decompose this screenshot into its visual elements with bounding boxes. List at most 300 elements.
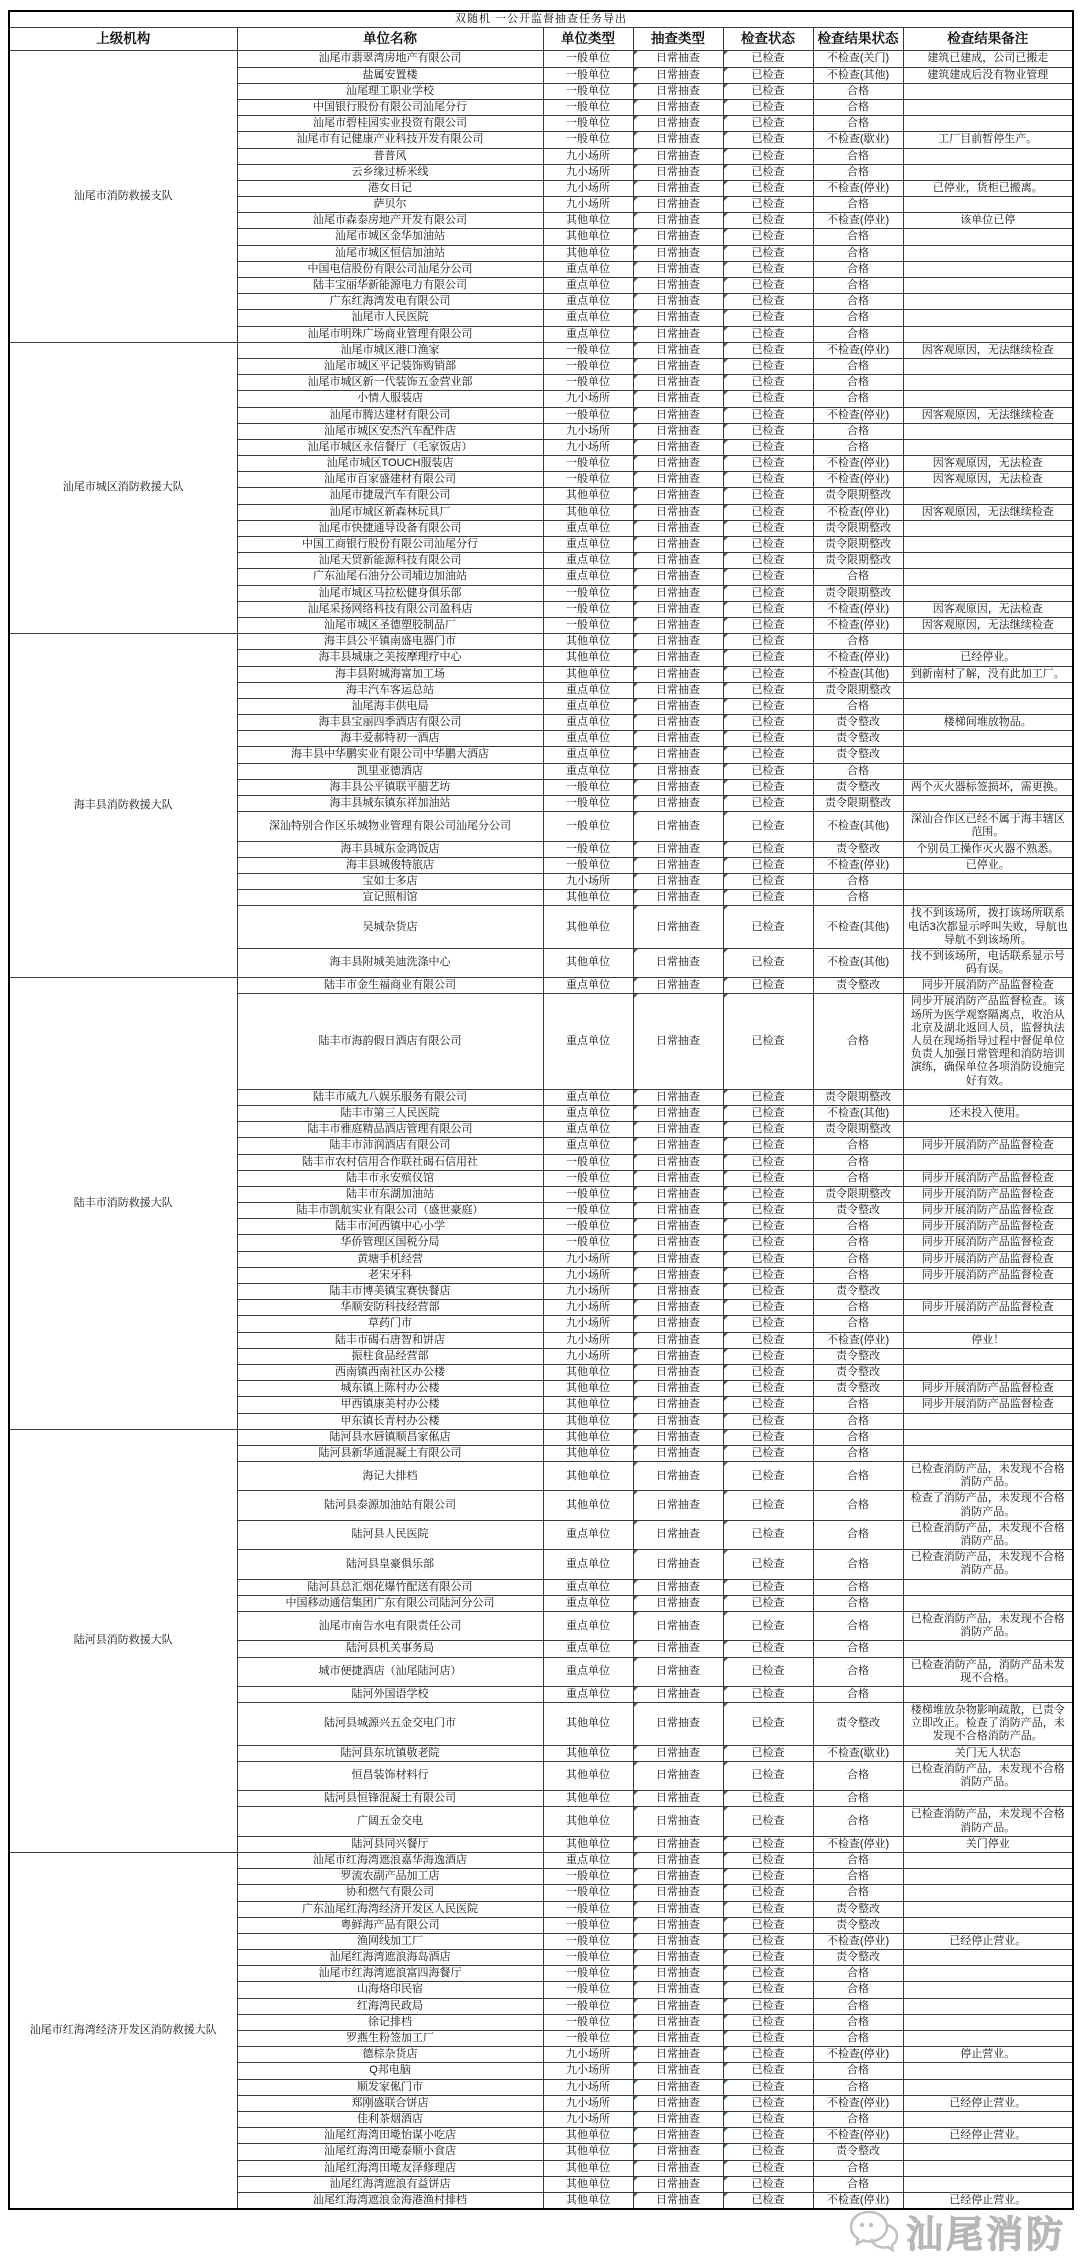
check-status-cell: 已检查 bbox=[723, 197, 813, 213]
unit-name-cell: 汕尾市城区安杰汽车配件店 bbox=[237, 423, 543, 439]
unit-name-cell: 汕尾市城区平记装饰购销部 bbox=[237, 358, 543, 374]
result-remark-cell: 同步开展消防产品监督检查 bbox=[903, 1235, 1073, 1251]
sample-type-cell: 日常抽查 bbox=[633, 2111, 723, 2127]
sample-type-cell: 日常抽查 bbox=[633, 148, 723, 164]
result-status-cell: 不检查(其他) bbox=[813, 948, 903, 977]
result-remark-cell: 已停业。 bbox=[903, 857, 1073, 873]
unit-name-cell: 海记大排档 bbox=[237, 1462, 543, 1491]
result-status-cell: 合格 bbox=[813, 1686, 903, 1702]
result-status-cell: 不检查(停业) bbox=[813, 2128, 903, 2144]
unit-type-cell: 重点单位 bbox=[543, 1579, 633, 1595]
sample-type-cell: 日常抽查 bbox=[633, 948, 723, 977]
check-status-cell: 已检查 bbox=[723, 1933, 813, 1949]
unit-name-cell: 海丰县宝丽四季酒店有限公司 bbox=[237, 715, 543, 731]
check-status-cell: 已检查 bbox=[723, 164, 813, 180]
result-remark-cell: 已检查消防产品，未发现不合格消防产品。 bbox=[903, 1520, 1073, 1549]
result-status-cell: 合格 bbox=[813, 2063, 903, 2079]
sample-type-cell: 日常抽查 bbox=[633, 1186, 723, 1202]
result-remark-cell bbox=[903, 2063, 1073, 2079]
sample-type-cell: 日常抽查 bbox=[633, 569, 723, 585]
unit-name-cell: 陆丰市威九八娱乐服务有限公司 bbox=[237, 1089, 543, 1105]
result-status-cell: 合格 bbox=[813, 375, 903, 391]
check-status-cell: 已检查 bbox=[723, 1105, 813, 1121]
result-status-cell: 合格 bbox=[813, 1611, 903, 1640]
result-status-cell: 合格 bbox=[813, 1550, 903, 1579]
sample-type-cell: 日常抽查 bbox=[633, 978, 723, 994]
unit-name-cell: 海丰县公平镇联平腊艺坊 bbox=[237, 779, 543, 795]
check-status-cell: 已检查 bbox=[723, 1413, 813, 1429]
check-status-cell: 已检查 bbox=[723, 1550, 813, 1579]
result-remark-cell: 同步开展消防产品监督检查 bbox=[903, 1397, 1073, 1413]
unit-name-cell: 郑刚盛联合饼店 bbox=[237, 2095, 543, 2111]
sample-type-cell: 日常抽查 bbox=[633, 1267, 723, 1283]
result-status-cell: 合格 bbox=[813, 1154, 903, 1170]
result-remark-cell: 因客观原因，无法继续检查 bbox=[903, 342, 1073, 358]
unit-name-cell: 汕尾红海湾遮浪海岛酒店 bbox=[237, 1950, 543, 1966]
check-status-cell: 已检查 bbox=[723, 326, 813, 342]
result-status-cell: 合格 bbox=[813, 326, 903, 342]
sample-type-cell: 日常抽查 bbox=[633, 164, 723, 180]
check-status-cell: 已检查 bbox=[723, 261, 813, 277]
result-status-cell: 责令整改 bbox=[813, 1381, 903, 1397]
sample-type-cell: 日常抽查 bbox=[633, 2128, 723, 2144]
result-status-cell: 责令限期整改 bbox=[813, 488, 903, 504]
result-status-cell: 合格 bbox=[813, 1445, 903, 1461]
result-remark-cell bbox=[903, 2144, 1073, 2160]
result-remark-cell bbox=[903, 1364, 1073, 1380]
sample-type-cell: 日常抽查 bbox=[633, 553, 723, 569]
check-status-cell: 已检查 bbox=[723, 278, 813, 294]
sample-type-cell: 日常抽查 bbox=[633, 2031, 723, 2047]
unit-type-cell: 其他单位 bbox=[543, 1491, 633, 1520]
unit-name-cell: 顺发家俬门市 bbox=[237, 2079, 543, 2095]
check-status-cell: 已检查 bbox=[723, 1998, 813, 2014]
unit-type-cell: 一般单位 bbox=[543, 1235, 633, 1251]
unit-type-cell: 其他单位 bbox=[543, 1381, 633, 1397]
unit-name-cell: 汕尾市翡翠湾房地产有限公司 bbox=[237, 51, 543, 67]
unit-name-cell: 陆河县人民医院 bbox=[237, 1520, 543, 1549]
sample-type-cell: 日常抽查 bbox=[633, 796, 723, 812]
result-remark-cell bbox=[903, 1901, 1073, 1917]
result-status-cell: 不检查(停业) bbox=[813, 180, 903, 196]
sample-type-cell: 日常抽查 bbox=[633, 1611, 723, 1640]
unit-type-cell: 一般单位 bbox=[543, 1885, 633, 1901]
check-status-cell: 已检查 bbox=[723, 731, 813, 747]
result-remark-cell: 同步开展消防产品监督检查 bbox=[903, 1138, 1073, 1154]
sample-type-cell: 日常抽查 bbox=[633, 2192, 723, 2209]
sample-type-cell: 日常抽查 bbox=[633, 698, 723, 714]
unit-name-cell: 华侨管理区国税分局 bbox=[237, 1235, 543, 1251]
result-status-cell: 合格 bbox=[813, 1595, 903, 1611]
unit-name-cell: 汕尾采扬网络科技有限公司盈科店 bbox=[237, 601, 543, 617]
unit-type-cell: 一般单位 bbox=[543, 617, 633, 633]
unit-name-cell: 德棕杂货店 bbox=[237, 2047, 543, 2063]
unit-name-cell: 陆丰宝丽华新能源电力有限公司 bbox=[237, 278, 543, 294]
unit-name-cell: 陆丰市博美镇宝赛快餐店 bbox=[237, 1284, 543, 1300]
unit-type-cell: 九小场所 bbox=[543, 1300, 633, 1316]
result-status-cell: 不检查(其他) bbox=[813, 906, 903, 949]
sample-type-cell: 日常抽查 bbox=[633, 634, 723, 650]
check-status-cell: 已检查 bbox=[723, 520, 813, 536]
sample-type-cell: 日常抽查 bbox=[633, 682, 723, 698]
unit-type-cell: 其他单位 bbox=[543, 1429, 633, 1445]
result-status-cell: 责令限期整改 bbox=[813, 1122, 903, 1138]
unit-type-cell: 重点单位 bbox=[543, 698, 633, 714]
sample-type-cell: 日常抽查 bbox=[633, 601, 723, 617]
agency-cell: 海丰县消防救援大队 bbox=[9, 634, 237, 978]
unit-type-cell: 九小场所 bbox=[543, 1332, 633, 1348]
shanwei-fire-watermark bbox=[848, 2204, 1066, 2258]
result-remark-cell bbox=[903, 326, 1073, 342]
sample-type-cell: 日常抽查 bbox=[633, 1138, 723, 1154]
result-remark-cell: 已检查消防产品，消防产品未发现不合格。 bbox=[903, 1657, 1073, 1686]
check-status-cell: 已检查 bbox=[723, 1235, 813, 1251]
unit-type-cell: 其他单位 bbox=[543, 2160, 633, 2176]
result-status-cell: 不检查(关门) bbox=[813, 51, 903, 67]
unit-type-cell: 一般单位 bbox=[543, 99, 633, 115]
unit-name-cell: 海丰县公平镇南盛电器门市 bbox=[237, 634, 543, 650]
result-remark-cell bbox=[903, 634, 1073, 650]
result-remark-cell bbox=[903, 796, 1073, 812]
unit-type-cell: 其他单位 bbox=[543, 1761, 633, 1790]
check-status-cell: 已检查 bbox=[723, 1138, 813, 1154]
check-status-cell: 已检查 bbox=[723, 763, 813, 779]
unit-name-cell: Q邦电脑 bbox=[237, 2063, 543, 2079]
result-remark-cell: 两个灭火器标签损坏，需更换。 bbox=[903, 779, 1073, 795]
result-status-cell: 责令整改 bbox=[813, 1901, 903, 1917]
result-status-cell: 合格 bbox=[813, 439, 903, 455]
unit-type-cell: 九小场所 bbox=[543, 1348, 633, 1364]
unit-type-cell: 其他单位 bbox=[543, 1703, 633, 1746]
sample-type-cell: 日常抽查 bbox=[633, 1332, 723, 1348]
check-status-cell: 已检查 bbox=[723, 83, 813, 99]
result-remark-cell bbox=[903, 2160, 1073, 2176]
sample-type-cell: 日常抽查 bbox=[633, 407, 723, 423]
result-remark-cell: 已经停止营业。 bbox=[903, 1933, 1073, 1949]
check-status-cell: 已检查 bbox=[723, 1284, 813, 1300]
sheet-title: 双随机 一公开监督抽查任务导出 bbox=[9, 11, 1073, 28]
unit-type-cell: 重点单位 bbox=[543, 1105, 633, 1121]
sample-type-cell: 日常抽查 bbox=[633, 1235, 723, 1251]
result-remark-cell: 工厂目前暂停生产。 bbox=[903, 132, 1073, 148]
unit-name-cell: 陆河县机关事务局 bbox=[237, 1641, 543, 1657]
sample-type-cell: 日常抽查 bbox=[633, 731, 723, 747]
check-status-cell: 已检查 bbox=[723, 2079, 813, 2095]
sample-type-cell: 日常抽查 bbox=[633, 1917, 723, 1933]
unit-type-cell: 其他单位 bbox=[543, 1413, 633, 1429]
result-status-cell: 责令限期整改 bbox=[813, 520, 903, 536]
unit-type-cell: 其他单位 bbox=[543, 1462, 633, 1491]
sample-type-cell: 日常抽查 bbox=[633, 358, 723, 374]
result-status-cell: 合格 bbox=[813, 763, 903, 779]
check-status-cell: 已检查 bbox=[723, 245, 813, 261]
unit-type-cell: 其他单位 bbox=[543, 2144, 633, 2160]
result-remark-cell bbox=[903, 537, 1073, 553]
unit-name-cell: 罗流农副产品加工店 bbox=[237, 1869, 543, 1885]
unit-name-cell: 罗燕生粉签加工厂 bbox=[237, 2031, 543, 2047]
result-remark-cell bbox=[903, 682, 1073, 698]
unit-name-cell: 广东红海湾发电有限公司 bbox=[237, 294, 543, 310]
result-remark-cell: 因客观原因，无法检查 bbox=[903, 601, 1073, 617]
check-status-cell: 已检查 bbox=[723, 67, 813, 83]
sample-type-cell: 日常抽查 bbox=[633, 1105, 723, 1121]
table-row bbox=[9, 634, 1073, 650]
unit-name-cell: 深汕特别合作区乐城物业管理有限公司汕尾分公司 bbox=[237, 812, 543, 841]
sample-type-cell: 日常抽查 bbox=[633, 180, 723, 196]
unit-type-cell: 重点单位 bbox=[543, 537, 633, 553]
result-status-cell: 合格 bbox=[813, 1429, 903, 1445]
unit-type-cell: 重点单位 bbox=[543, 310, 633, 326]
check-status-cell: 已检查 bbox=[723, 1445, 813, 1461]
table-row bbox=[9, 1429, 1073, 1445]
result-status-cell: 责令限期整改 bbox=[813, 553, 903, 569]
result-remark-cell: 同步开展消防产品监督检查 bbox=[903, 1251, 1073, 1267]
sample-type-cell: 日常抽查 bbox=[633, 763, 723, 779]
result-remark-cell: 同步开展消防产品监督检查 bbox=[903, 1381, 1073, 1397]
result-remark-cell: 已检查消防产品，未发现不合格消防产品。 bbox=[903, 1611, 1073, 1640]
check-status-cell: 已检查 bbox=[723, 1852, 813, 1868]
result-status-cell: 责令整改 bbox=[813, 1917, 903, 1933]
check-status-cell: 已检查 bbox=[723, 1186, 813, 1202]
result-status-cell: 合格 bbox=[813, 294, 903, 310]
unit-name-cell: 陆河县东坑镇敬老院 bbox=[237, 1745, 543, 1761]
unit-name-cell: 老宋牙科 bbox=[237, 1267, 543, 1283]
unit-type-cell: 其他单位 bbox=[543, 2128, 633, 2144]
check-status-cell: 已检查 bbox=[723, 294, 813, 310]
sample-type-cell: 日常抽查 bbox=[633, 229, 723, 245]
sample-type-cell: 日常抽查 bbox=[633, 520, 723, 536]
result-status-cell: 合格 bbox=[813, 245, 903, 261]
unit-name-cell: 徐记排档 bbox=[237, 2014, 543, 2030]
result-remark-cell bbox=[903, 520, 1073, 536]
result-remark-cell: 已检查消防产品，未发现不合格消防产品。 bbox=[903, 1761, 1073, 1790]
unit-type-cell: 一般单位 bbox=[543, 2014, 633, 2030]
result-remark-cell: 到新南村了解，没有此加工厂。 bbox=[903, 666, 1073, 682]
result-remark-cell bbox=[903, 553, 1073, 569]
result-remark-cell: 同步开展消防产品监督检查 bbox=[903, 1170, 1073, 1186]
sample-type-cell: 日常抽查 bbox=[633, 857, 723, 873]
result-remark-cell bbox=[903, 890, 1073, 906]
sample-type-cell: 日常抽查 bbox=[633, 1933, 723, 1949]
sample-type-cell: 日常抽查 bbox=[633, 2063, 723, 2079]
check-status-cell: 已检查 bbox=[723, 1885, 813, 1901]
inspection-table bbox=[8, 10, 1074, 2210]
result-status-cell: 合格 bbox=[813, 197, 903, 213]
result-status-cell: 责令限期整改 bbox=[813, 1089, 903, 1105]
unit-type-cell: 其他单位 bbox=[543, 1836, 633, 1852]
unit-name-cell: 陆河县新华通混凝土有限公司 bbox=[237, 1445, 543, 1461]
result-remark-cell bbox=[903, 2176, 1073, 2192]
unit-name-cell: 广东汕尾石油分公司埔边加油站 bbox=[237, 569, 543, 585]
sample-type-cell: 日常抽查 bbox=[633, 585, 723, 601]
sample-type-cell: 日常抽查 bbox=[633, 715, 723, 731]
check-status-cell: 已检查 bbox=[723, 890, 813, 906]
table-row bbox=[9, 978, 1073, 994]
unit-type-cell: 重点单位 bbox=[543, 520, 633, 536]
result-status-cell: 责令整改 bbox=[813, 731, 903, 747]
check-status-cell: 已检查 bbox=[723, 1869, 813, 1885]
result-remark-cell: 找不到该场所，电话联系显示号码有误。 bbox=[903, 948, 1073, 977]
check-status-cell: 已检查 bbox=[723, 504, 813, 520]
result-remark-cell: 楼梯间堆放物品。 bbox=[903, 715, 1073, 731]
result-status-cell: 合格 bbox=[813, 1170, 903, 1186]
unit-name-cell: 陆河县水唇镇顺昌家俬店 bbox=[237, 1429, 543, 1445]
sample-type-cell: 日常抽查 bbox=[633, 1807, 723, 1836]
unit-type-cell: 九小场所 bbox=[543, 873, 633, 889]
column-header-6: 检查结果备注 bbox=[903, 28, 1073, 51]
result-status-cell: 责令整改 bbox=[813, 715, 903, 731]
unit-type-cell: 九小场所 bbox=[543, 1267, 633, 1283]
unit-type-cell: 九小场所 bbox=[543, 2047, 633, 2063]
sample-type-cell: 日常抽查 bbox=[633, 1300, 723, 1316]
unit-type-cell: 一般单位 bbox=[543, 132, 633, 148]
unit-type-cell: 重点单位 bbox=[543, 326, 633, 342]
unit-type-cell: 九小场所 bbox=[543, 2111, 633, 2127]
sample-type-cell: 日常抽查 bbox=[633, 1836, 723, 1852]
result-remark-cell: 建筑已建成，公司已搬走 bbox=[903, 51, 1073, 67]
result-status-cell: 合格 bbox=[813, 83, 903, 99]
check-status-cell: 已检查 bbox=[723, 1219, 813, 1235]
sample-type-cell: 日常抽查 bbox=[633, 747, 723, 763]
sample-type-cell: 日常抽查 bbox=[633, 1445, 723, 1461]
unit-name-cell: 盐属安置楼 bbox=[237, 67, 543, 83]
result-remark-cell bbox=[903, 1413, 1073, 1429]
result-status-cell: 责令整改 bbox=[813, 1950, 903, 1966]
result-status-cell: 不检查(停业) bbox=[813, 601, 903, 617]
result-status-cell: 合格 bbox=[813, 698, 903, 714]
check-status-cell: 已检查 bbox=[723, 1657, 813, 1686]
unit-type-cell: 其他单位 bbox=[543, 488, 633, 504]
unit-type-cell: 一般单位 bbox=[543, 51, 633, 67]
result-remark-cell: 同步开展消防产品监督检查。该场所为医学观察隔离点，收治从北京及湖北返回人员，监督执法人员在现场指导过程中督促单位负责人加强日常管理和消防培训演练，确保单位各项消防设施完好有效。 bbox=[903, 994, 1073, 1089]
unit-type-cell: 九小场所 bbox=[543, 391, 633, 407]
unit-type-cell: 一般单位 bbox=[543, 116, 633, 132]
result-remark-cell: 已检查消防产品，未发现不合格消防产品。 bbox=[903, 1462, 1073, 1491]
unit-type-cell: 一般单位 bbox=[543, 1219, 633, 1235]
unit-name-cell: 汕尾红海湾田墘友泽修理店 bbox=[237, 2160, 543, 2176]
result-remark-cell bbox=[903, 1154, 1073, 1170]
sample-type-cell: 日常抽查 bbox=[633, 1595, 723, 1611]
unit-name-cell: 汕尾市城区恒信加油站 bbox=[237, 245, 543, 261]
unit-name-cell: 草药门市 bbox=[237, 1316, 543, 1332]
unit-type-cell: 一般单位 bbox=[543, 1154, 633, 1170]
result-status-cell: 合格 bbox=[813, 358, 903, 374]
result-remark-cell bbox=[903, 423, 1073, 439]
unit-name-cell: 汕尾市红海湾遮浪富四海餐厅 bbox=[237, 1966, 543, 1982]
unit-type-cell: 一般单位 bbox=[543, 585, 633, 601]
result-status-cell: 不检查(停业) bbox=[813, 342, 903, 358]
result-remark-cell bbox=[903, 873, 1073, 889]
check-status-cell: 已检查 bbox=[723, 634, 813, 650]
check-status-cell: 已检查 bbox=[723, 1348, 813, 1364]
check-status-cell: 已检查 bbox=[723, 1381, 813, 1397]
unit-type-cell: 重点单位 bbox=[543, 1657, 633, 1686]
sample-type-cell: 日常抽查 bbox=[633, 1462, 723, 1491]
sample-type-cell: 日常抽查 bbox=[633, 83, 723, 99]
result-status-cell: 合格 bbox=[813, 1966, 903, 1982]
unit-name-cell: 汕尾理工职业学校 bbox=[237, 83, 543, 99]
result-remark-cell: 因客观原因，无法检查 bbox=[903, 472, 1073, 488]
sample-type-cell: 日常抽查 bbox=[633, 617, 723, 633]
check-status-cell: 已检查 bbox=[723, 666, 813, 682]
result-remark-cell bbox=[903, 391, 1073, 407]
unit-type-cell: 重点单位 bbox=[543, 1595, 633, 1611]
table-row bbox=[9, 342, 1073, 358]
result-remark-cell bbox=[903, 747, 1073, 763]
sample-type-cell: 日常抽查 bbox=[633, 2079, 723, 2095]
result-remark-cell bbox=[903, 1950, 1073, 1966]
result-remark-cell bbox=[903, 1885, 1073, 1901]
result-status-cell: 合格 bbox=[813, 1219, 903, 1235]
unit-type-cell: 重点单位 bbox=[543, 747, 633, 763]
check-status-cell: 已检查 bbox=[723, 1397, 813, 1413]
check-status-cell: 已检查 bbox=[723, 1641, 813, 1657]
check-status-cell: 已检查 bbox=[723, 456, 813, 472]
unit-name-cell: 海丰爱郝特初一酒店 bbox=[237, 731, 543, 747]
result-remark-cell: 同步开展消防产品监督检查 bbox=[903, 1203, 1073, 1219]
unit-type-cell: 重点单位 bbox=[543, 994, 633, 1089]
unit-name-cell: 海丰县城康之美按摩理疗中心 bbox=[237, 650, 543, 666]
unit-type-cell: 其他单位 bbox=[543, 213, 633, 229]
result-status-cell: 不检查(停业) bbox=[813, 2047, 903, 2063]
sample-type-cell: 日常抽查 bbox=[633, 1429, 723, 1445]
unit-name-cell: 海丰汽车客运总站 bbox=[237, 682, 543, 698]
sample-type-cell: 日常抽查 bbox=[633, 1219, 723, 1235]
check-status-cell: 已检查 bbox=[723, 1791, 813, 1807]
result-status-cell: 责令整改 bbox=[813, 779, 903, 795]
unit-type-cell: 其他单位 bbox=[543, 245, 633, 261]
unit-name-cell: 汕尾市有记健康产业科技开发有限公司 bbox=[237, 132, 543, 148]
unit-name-cell: 陆丰市永安殡仪馆 bbox=[237, 1170, 543, 1186]
result-status-cell: 合格 bbox=[813, 890, 903, 906]
unit-type-cell: 重点单位 bbox=[543, 1611, 633, 1640]
result-remark-cell bbox=[903, 99, 1073, 115]
unit-type-cell: 其他单位 bbox=[543, 229, 633, 245]
result-status-cell: 合格 bbox=[813, 1579, 903, 1595]
result-status-cell: 不检查(停业) bbox=[813, 1332, 903, 1348]
unit-name-cell: 汕尾市城区金华加油站 bbox=[237, 229, 543, 245]
unit-name-cell: 城市便捷酒店（汕尾陆河店） bbox=[237, 1657, 543, 1686]
unit-type-cell: 九小场所 bbox=[543, 423, 633, 439]
result-status-cell: 不检查(其他) bbox=[813, 67, 903, 83]
unit-type-cell: 一般单位 bbox=[543, 342, 633, 358]
check-status-cell: 已检查 bbox=[723, 472, 813, 488]
result-remark-cell: 已经停止营业。 bbox=[903, 2192, 1073, 2209]
result-status-cell: 合格 bbox=[813, 229, 903, 245]
unit-type-cell: 九小场所 bbox=[543, 148, 633, 164]
unit-name-cell: 陆河县皇豪俱乐部 bbox=[237, 1550, 543, 1579]
result-status-cell: 合格 bbox=[813, 310, 903, 326]
sample-type-cell: 日常抽查 bbox=[633, 2047, 723, 2063]
check-status-cell: 已检查 bbox=[723, 1966, 813, 1982]
result-status-cell: 合格 bbox=[813, 99, 903, 115]
unit-name-cell: 渔网线加工厂 bbox=[237, 1933, 543, 1949]
sample-type-cell: 日常抽查 bbox=[633, 1998, 723, 2014]
sample-type-cell: 日常抽查 bbox=[633, 1901, 723, 1917]
sample-type-cell: 日常抽查 bbox=[633, 1579, 723, 1595]
unit-name-cell: 陆丰市凯航实业有限公司（盛世豪庭） bbox=[237, 1203, 543, 1219]
result-remark-cell bbox=[903, 1686, 1073, 1702]
unit-name-cell: 振柱食品经营部 bbox=[237, 1348, 543, 1364]
sample-type-cell: 日常抽查 bbox=[633, 213, 723, 229]
result-status-cell: 合格 bbox=[813, 1316, 903, 1332]
unit-name-cell: 普普风 bbox=[237, 148, 543, 164]
result-remark-cell: 因客观原因，无法继续检查 bbox=[903, 504, 1073, 520]
sample-type-cell: 日常抽查 bbox=[633, 504, 723, 520]
unit-name-cell: 宝如士多店 bbox=[237, 873, 543, 889]
result-status-cell: 合格 bbox=[813, 569, 903, 585]
check-status-cell: 已检查 bbox=[723, 796, 813, 812]
